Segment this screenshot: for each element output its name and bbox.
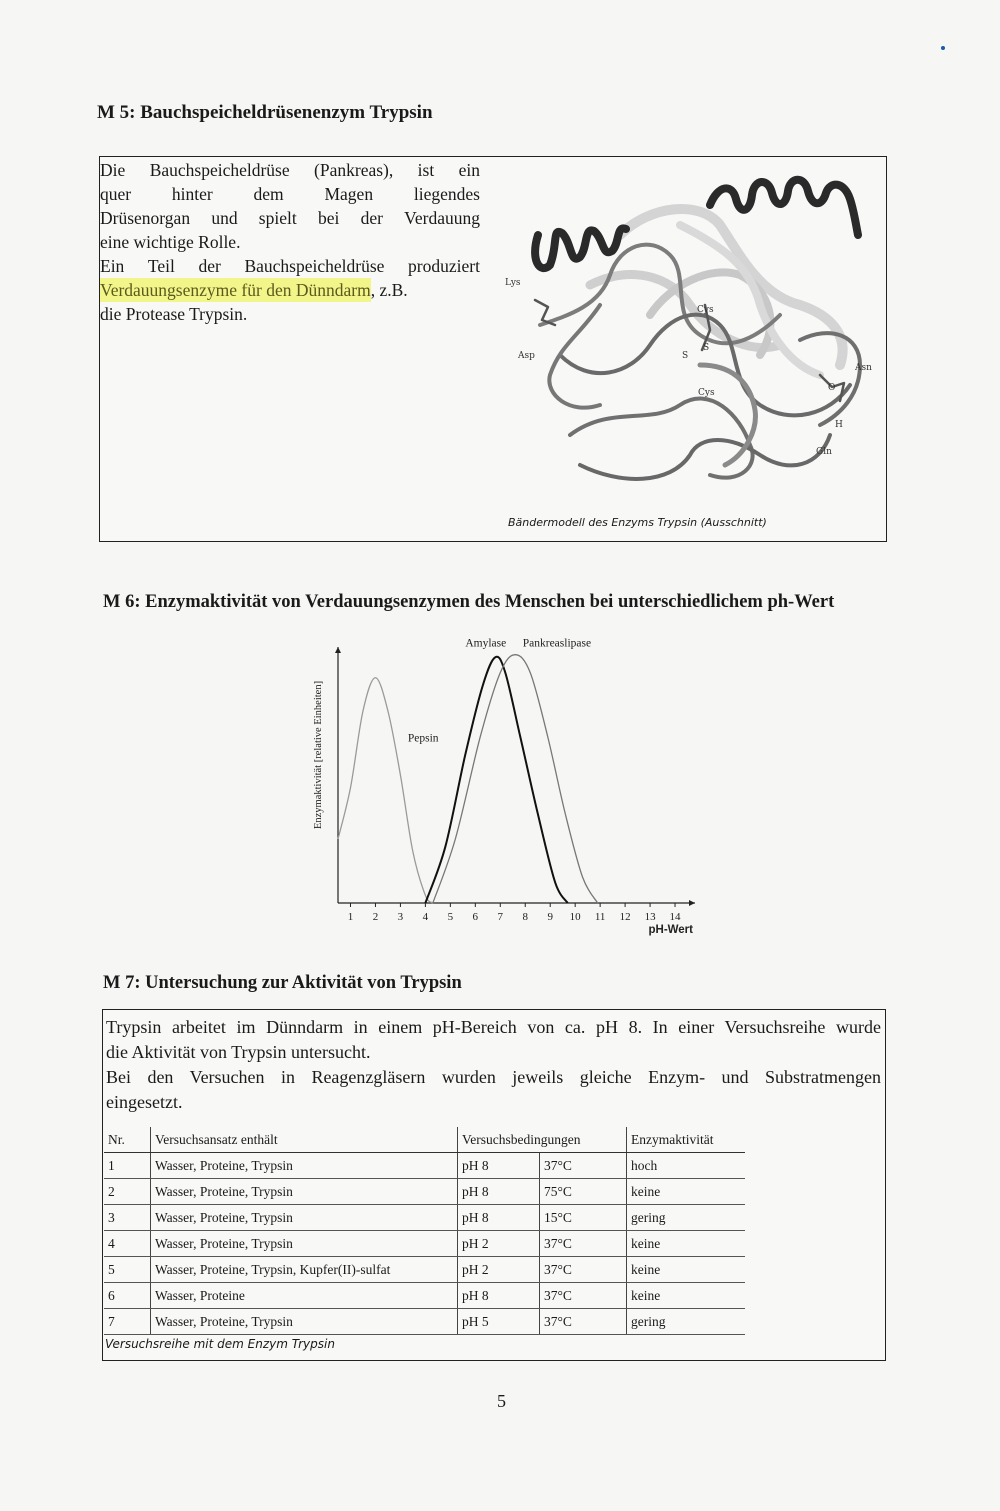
cell-enzymaktivitaet: gering [627,1309,746,1335]
cell-versuchsansatz: Wasser, Proteine [151,1283,458,1309]
cell-temperatur: 37°C [540,1153,627,1179]
table-row [104,1205,745,1231]
label-gln: Gln [816,447,832,457]
cell-nr: 3 [104,1205,151,1231]
cell-versuchsansatz: Wasser, Proteine, Trypsin [151,1153,458,1179]
ribbon-coil [580,435,830,479]
m5-line-1 [100,158,480,182]
m5-word: der [198,256,221,276]
label-lys: Lys [505,278,521,288]
cell-nr: 7 [104,1309,151,1335]
ribbon-coil [700,365,755,465]
trypsin-experiment-table [104,1127,745,1335]
m5-text [100,158,480,326]
series-line-pankreaslipase [433,655,598,903]
series-label-pepsin: Pepsin [407,732,439,745]
label-s-1: S [682,351,689,361]
x-tick-label: 14 [669,911,681,923]
table-row [104,1309,745,1335]
cell-ph: pH 8 [458,1153,540,1179]
cell-ph: pH 8 [458,1179,540,1205]
m5-word: hinter [171,184,213,204]
highlighted-phrase: Verdauungsenzyme für den Dünndarm [100,280,371,300]
cell-nr: 1 [104,1153,151,1179]
cell-ph: pH 2 [458,1257,540,1283]
cell-nr: 2 [104,1179,151,1205]
m5-word: spielt [258,208,297,228]
m7-line-2: die Aktivität von Trypsin untersucht. [106,1042,371,1062]
x-tick-label: 3 [397,911,404,923]
x-axis-arrow [689,900,695,906]
m5-word: und [211,208,238,228]
cell-ph: pH 8 [458,1283,540,1309]
x-tick-label: 12 [619,911,631,923]
label-asp: Asp [518,351,535,361]
x-tick-label: 13 [644,911,656,923]
trypsin-ribbon-model [500,165,880,510]
cell-enzymaktivitaet: hoch [627,1153,746,1179]
cell-enzymaktivitaet: keine [627,1231,746,1257]
m5-word: Magen [324,184,374,204]
x-tick-label: 5 [447,911,454,923]
cell-nr: 4 [104,1231,151,1257]
cell-versuchsansatz: Wasser, Proteine, Trypsin [151,1179,458,1205]
m5-image-caption: Bändermodell des Enzyms Trypsin (Ausschnitt) [508,516,767,529]
header-enzymaktivitaet: Enzymaktivität [627,1127,746,1153]
x-tick-label: 6 [472,911,479,923]
m7-text [106,1015,881,1115]
m5-word: bei [317,208,340,228]
cell-temperatur: 75°C [540,1179,627,1205]
header-versuchsansatz: Versuchsansatz enthält [151,1127,458,1153]
m5-line-6 [100,278,480,302]
ink-dot [941,46,945,50]
cell-ph: pH 8 [458,1205,540,1231]
m5-word: eine wichtige Rolle. [100,232,241,252]
m7-heading: M 7: Untersuchung zur Aktivität von Trypsin [103,973,462,993]
m7-line-1: Trypsin arbeitet im Dünndarm in einem pH-Bereich von ca. pH 8. In einer Versuchsreihe wurde [106,1017,881,1037]
m5-line-7 [100,302,480,326]
x-tick-label: 1 [347,911,354,923]
cell-temperatur: 37°C [540,1257,627,1283]
alpha-helix [710,180,858,235]
m5-word: liegendes [413,184,480,204]
header-versuchsbedingungen: Versuchsbedingungen [458,1127,627,1153]
x-tick-label: 10 [569,911,581,923]
x-tick-label: 11 [594,911,606,923]
y-axis-arrow [335,647,341,653]
cell-temperatur: 37°C [540,1283,627,1309]
m5-word: ein [458,160,480,180]
m5-word: dem [253,184,284,204]
m7-line-4: eingesetzt. [106,1092,183,1112]
cell-temperatur: 37°C [540,1309,627,1335]
cell-temperatur: 37°C [540,1231,627,1257]
x-tick-label: 4 [422,911,429,923]
m5-line-5 [100,254,480,278]
chart-series [338,655,598,903]
cell-temperatur: 15°C [540,1205,627,1231]
table-row [104,1179,745,1205]
m5-word: Drüsenorgan [100,208,191,228]
table-body [104,1153,745,1335]
label-cys-bottom: Cys [698,388,715,398]
series-label-amylase: Amylase [465,637,507,650]
m6-heading: M 6: Enzymaktivität von Verdauungsenzymen des Menschen bei unterschiedlichem ph-Wert [103,592,835,612]
cell-versuchsansatz: Wasser, Proteine, Trypsin [151,1309,458,1335]
cell-enzymaktivitaet: keine [627,1179,746,1205]
m5-line-3 [100,206,480,230]
series-line-pepsin [338,678,433,903]
series-label-pankreaslipase: Pankreaslipase [522,637,592,650]
cell-enzymaktivitaet: keine [627,1283,746,1309]
m5-word: Ein [100,256,125,276]
m5-line-4 [100,230,480,254]
x-tick-label: 9 [547,911,553,923]
m5-word: der [360,208,383,228]
page-number: 5 [497,1391,506,1411]
m5-word: quer [100,184,132,204]
x-tick-label: 8 [522,911,528,923]
m5-word: ist [417,160,435,180]
chart-axes [313,647,695,936]
table-header-row [104,1127,745,1153]
m5-word: die Protease Trypsin. [100,304,248,324]
cell-versuchsansatz: Wasser, Proteine, Trypsin, Kupfer(II)-sulfat [151,1257,458,1283]
cell-enzymaktivitaet: keine [627,1257,746,1283]
x-tick-label: 7 [497,911,504,923]
m5-heading: M 5: Bauchspeicheldrüsenenzym Trypsin [97,102,433,123]
cell-enzymaktivitaet: gering [627,1205,746,1231]
table-row [104,1153,745,1179]
chart-labels [408,638,591,745]
m5-word: (Pankreas), [314,160,394,180]
m5-after-highlight: , z.B. [370,280,408,300]
m5-word: Verdauung [404,208,480,228]
m5-word: Bauchspeicheldrüse [149,160,290,180]
label-s-2: S [703,343,710,353]
enzyme-activity-chart [300,635,710,945]
alpha-helix [535,228,626,268]
label-cys-top: Cys [697,305,714,315]
m7-table-caption: Versuchsreihe mit dem Enzym Trypsin [105,1337,335,1351]
m5-word: Bauchspeicheldrüse [244,256,385,276]
cell-ph: pH 2 [458,1231,540,1257]
table-row [104,1283,745,1309]
table-row [104,1231,745,1257]
y-axis-label: Enzymaktivität [relative Einheiten] [313,680,324,830]
label-h: H [835,420,843,430]
label-o: O [828,383,836,393]
m7-line-3: Bei den Versuchen in Reagenzgläsern wurden jeweils gleiche Enzym- und Substratmengen [106,1067,881,1087]
cell-versuchsansatz: Wasser, Proteine, Trypsin [151,1205,458,1231]
m5-word: Die [100,160,126,180]
label-asn: Asn [855,363,872,373]
ribbon-coil [800,333,860,425]
table-row [104,1257,745,1283]
header-nr: Nr. [104,1127,151,1153]
cell-nr: 6 [104,1283,151,1309]
m5-line-2 [100,182,480,206]
m5-word: Teil [147,256,175,276]
cell-versuchsansatz: Wasser, Proteine, Trypsin [151,1231,458,1257]
x-axis-label: pH-Wert [648,924,693,936]
x-tick-label: 2 [372,911,379,923]
cell-ph: pH 5 [458,1309,540,1335]
m5-word: produziert [408,256,480,276]
cell-nr: 5 [104,1257,151,1283]
